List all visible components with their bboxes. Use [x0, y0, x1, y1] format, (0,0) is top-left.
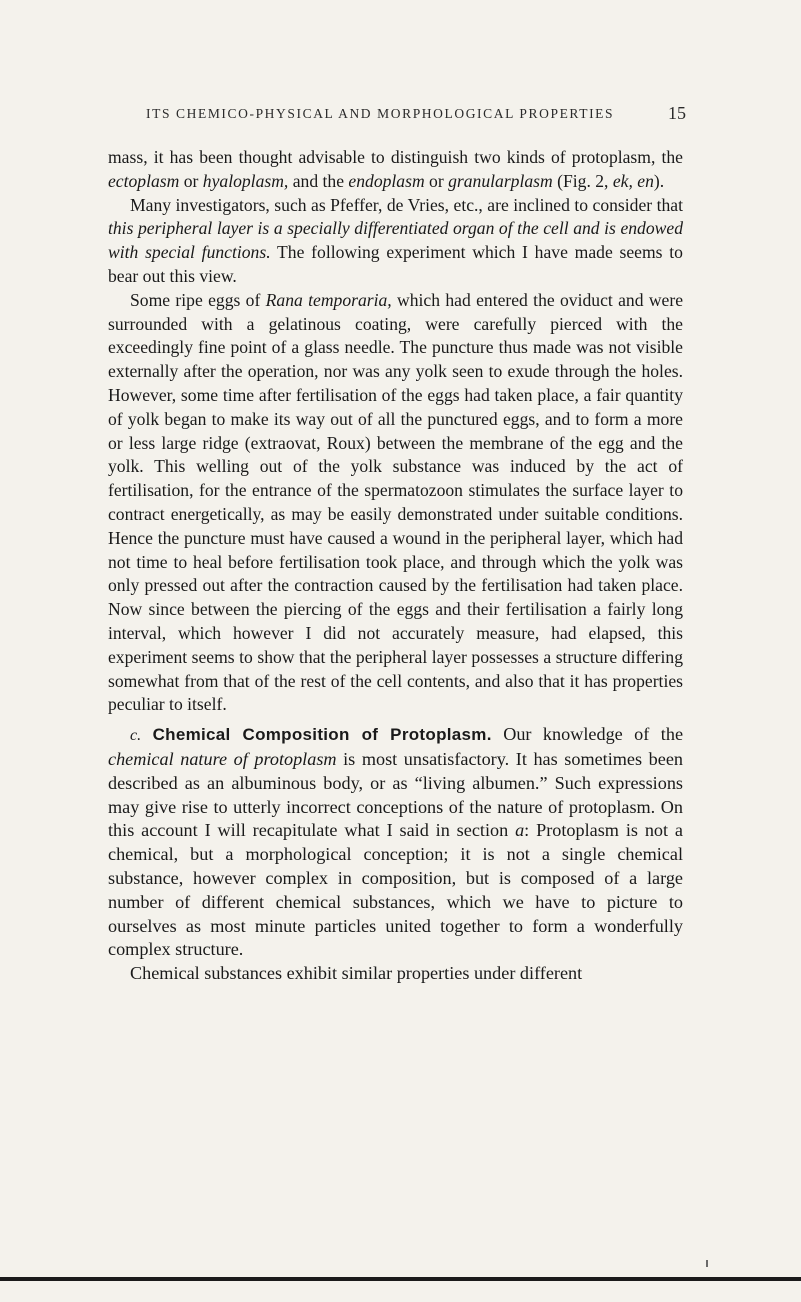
text-run: Many investigators, such as Pfeffer, de Vries, etc., are inclined to consider that [130, 194, 683, 215]
italic-emphasis-peripheral-layer: this peripheral layer is a specially differentiated organ of the cell and is endowed with special functions. [108, 218, 683, 263]
body-text [108, 146, 683, 986]
running-head: ITS CHEMICO-PHYSICAL AND MORPHOLOGICAL PROPERTIES [146, 106, 615, 121]
page-bottom-rule [0, 1277, 801, 1281]
text-run: Some ripe eggs of [130, 289, 266, 310]
section-title: Chemical Composition of Protoplasm. [152, 725, 492, 745]
text-run: mass, it has been thought advisable to distinguish two kinds of protoplasm, the [108, 147, 683, 167]
section-letter: c. [130, 727, 142, 745]
italic-term-granularplasm: granularplasm [448, 170, 553, 191]
text-run: which had entered the oviduct and were surrounded with a gelatinous coating, were carefully pierced with the exceedingly fine point of a glass needle. The puncture thus made was not visible externally after the operation, nor was any yolk seen to exude through the holes. However, some time after fertilisation of the eggs had taken place, a fair quantity of yolk began to make its way out of all the punctured eggs, and to form a more or less large ridge (extraovat, Roux) between the membrane of the egg and the yolk. This welling out of the yolk substance was induced by the act of fertilisation, for the entrance of the spermatozoon stimulates the surface layer to contract energetically, as may be easily demonstrated under suitable conditions. Hence the puncture must have caused a wound in the peripheral layer, which had not time to heal before fertilisation took place, and through which the yolk was only pressed out after the contraction caused by the fertilisation had taken place. Now since between the piercing of the eggs and their fertilisation a fairly long interval, which however I did not accurately measure, had elapsed, this experiment seems to show that the peripheral layer possesses a structure differing somewhat from that of the rest of the cell contents, and also that it has properties peculiar to itself. [108, 289, 684, 715]
text-run: The following experiment which I have made seems to bear out this view. [108, 242, 683, 286]
section-chemical-composition [108, 723, 683, 962]
paragraph-ectoplasm [108, 146, 683, 194]
text-run: Chemical substances exhibit similar properties under different [130, 963, 583, 984]
text-run: (Fig. 2, [552, 170, 613, 191]
italic-term-ectoplasm: ectoplasm [108, 170, 180, 191]
paragraph-chemical-substances [108, 962, 683, 986]
page-number: 15 [668, 103, 686, 123]
text-run: : Protoplasm is not a chemical, but a morphological conception; it is not a single chemical substance, however complex in composition, but is composed of a large number of different chemical substances, which we have to picture to ourselves as most minute particles united together to form a wonderfully complex structure. [108, 820, 684, 960]
text-run: or [179, 170, 203, 191]
italic-section-ref: a [515, 820, 525, 841]
page-header [146, 103, 686, 130]
binding-mark [706, 1260, 708, 1267]
text-run: and the [288, 170, 349, 191]
text-run: or [424, 170, 449, 191]
paragraph-investigators [108, 194, 683, 289]
text-run: Our knowledge of the [491, 724, 684, 745]
text-run: ). [653, 170, 665, 191]
italic-figure-labels: ek, en [612, 170, 654, 191]
italic-term-endoplasm: endoplasm [348, 170, 425, 191]
italic-term-hyaloplasm: hyaloplasm, [202, 170, 289, 191]
italic-species-name: Rana temporaria, [265, 289, 392, 310]
paragraph-experiment [108, 289, 683, 717]
italic-emphasis-chemical-nature: chemical nature of protoplasm [108, 748, 337, 769]
text-run: is most unsatisfactory. It has sometimes been described as an albuminous body, or as “living albumen.” Such expressions may give rise to utterly incorrect conceptions of the nature of protoplasm. On this account I will recapitulate what I said in section [108, 748, 683, 841]
